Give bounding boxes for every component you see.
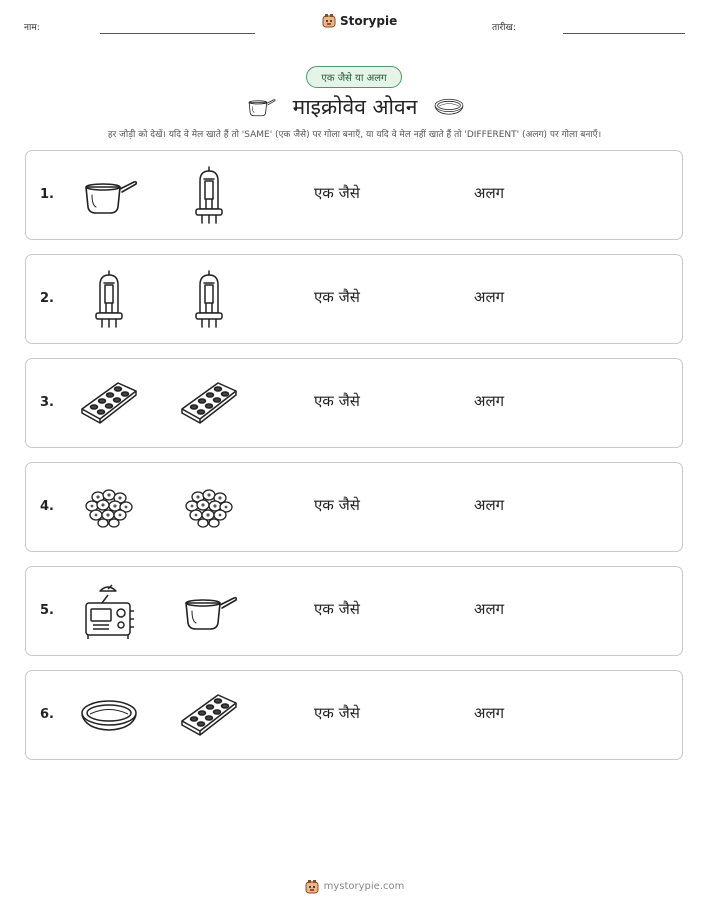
date-line[interactable] <box>563 33 685 34</box>
storypie-logo-icon <box>305 879 319 894</box>
question-number: 2. <box>40 291 54 306</box>
question-number: 4. <box>40 499 54 514</box>
popcorn-icon <box>178 477 240 539</box>
same-option[interactable]: एक जैसे <box>314 600 360 618</box>
name-label: नाम: <box>24 23 40 33</box>
magnetron-tube-icon <box>178 165 240 227</box>
question-number: 1. <box>40 187 54 202</box>
same-option[interactable]: एक जैसे <box>314 392 360 410</box>
baking-tray-icon <box>78 373 140 435</box>
brand-name: Storypie <box>340 13 398 28</box>
date-label: तारीख: <box>492 23 516 33</box>
bowl-icon <box>433 91 465 123</box>
question-row-1 <box>25 150 683 240</box>
instructions: हर जोड़ी को देखें। यदि वे मेल खाते हैं तो 'SAME' (एक जैसे) पर गोला बनाएँ, या यदि वे मेल नहीं खाते हैं तो 'DIFFERENT' (अलग) पर गोला बनाएँ। <box>107 130 602 140</box>
saucepan-icon <box>78 165 140 227</box>
different-option[interactable]: अलग <box>474 600 505 618</box>
question-row-5 <box>25 566 683 656</box>
same-option[interactable]: एक जैसे <box>314 496 360 514</box>
footer-site[interactable]: mystorypie.com <box>323 881 405 892</box>
saucepan-icon <box>245 91 277 123</box>
question-row-3 <box>25 358 683 448</box>
same-option[interactable]: एक जैसे <box>314 288 360 306</box>
different-option[interactable]: अलग <box>474 288 505 306</box>
same-option[interactable]: एक जैसे <box>314 184 360 202</box>
name-line[interactable] <box>100 33 255 34</box>
storypie-logo-icon <box>322 13 336 28</box>
different-option[interactable]: अलग <box>474 704 505 722</box>
different-option[interactable]: अलग <box>474 392 505 410</box>
microwave-radio-icon <box>78 581 140 643</box>
magnetron-tube-icon <box>78 269 140 331</box>
magnetron-tube-icon <box>178 269 240 331</box>
question-number: 3. <box>40 395 54 410</box>
different-option[interactable]: अलग <box>474 184 505 202</box>
saucepan-icon <box>178 581 240 643</box>
footer <box>0 879 709 894</box>
different-option[interactable]: अलग <box>474 496 505 514</box>
popcorn-icon <box>78 477 140 539</box>
question-number: 5. <box>40 603 54 618</box>
baking-tray-icon <box>178 373 240 435</box>
brand-logo <box>322 13 397 28</box>
same-option[interactable]: एक जैसे <box>314 704 360 722</box>
page-title-text: माइक्रोवेव ओवन <box>292 95 418 119</box>
bowl-icon <box>78 685 140 747</box>
category-pill <box>306 66 402 88</box>
page-title <box>230 92 480 122</box>
question-row-2 <box>25 254 683 344</box>
question-row-4 <box>25 462 683 552</box>
question-row-6 <box>25 670 683 760</box>
baking-tray-icon <box>178 685 240 747</box>
category-pill-label: एक जैसे या अलग <box>321 73 387 84</box>
question-number: 6. <box>40 707 54 722</box>
